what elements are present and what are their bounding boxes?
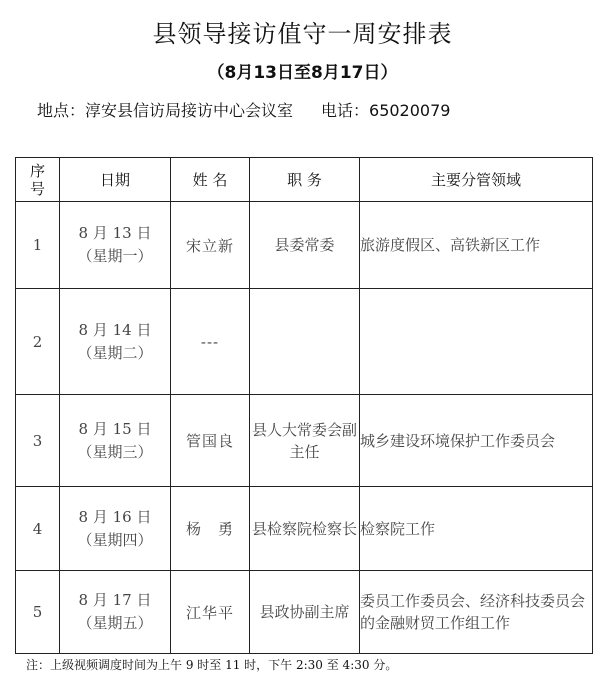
info-line — [37, 98, 450, 121]
table-header-row — [16, 158, 593, 202]
date-range-subtitle: （8月13日至8月17日） — [207, 63, 398, 83]
row-area: 委员工作委员会、经济科技委员会的金融财贸工作组工作 — [360, 571, 593, 654]
weekday-text: （星期五） — [77, 614, 153, 632]
location-text: 地点：淳安县信访局接访中心会议室 — [37, 101, 294, 120]
row-number: 3 — [16, 395, 60, 487]
row-number: 2 — [16, 289, 60, 395]
column-header-name: 姓 名 — [171, 158, 250, 202]
table-row — [16, 202, 593, 289]
table-row — [16, 571, 593, 654]
row-number: 4 — [16, 487, 60, 571]
row-date — [60, 395, 171, 487]
weekday-text: （星期四） — [77, 530, 153, 549]
date-text: 8 月 13 日 — [78, 224, 152, 242]
row-area: 城乡建设环境保护工作委员会 — [360, 395, 593, 487]
table-row — [16, 487, 593, 571]
row-name: 杨 勇 — [171, 487, 250, 571]
row-position: 县政协副主席 — [250, 571, 360, 654]
table-row — [16, 395, 593, 487]
row-name: 管国良 — [171, 395, 250, 487]
row-date — [60, 289, 171, 395]
date-text: 8 月 17 日 — [78, 591, 152, 609]
row-position: 县委常委 — [250, 202, 360, 289]
row-number: 1 — [16, 202, 60, 289]
date-text: 8 月 14 日 — [78, 320, 152, 339]
column-header-date: 日期 — [60, 158, 171, 202]
phone-text: 电话：65020079 — [321, 101, 451, 120]
row-name: --- — [171, 289, 250, 395]
row-area — [360, 289, 593, 395]
row-date — [60, 487, 171, 571]
row-position: 县检察院检察长 — [250, 487, 360, 571]
row-number: 5 — [16, 571, 60, 654]
row-name: 宋立新 — [171, 202, 250, 289]
page-title: 县领导接访值守一周安排表 — [152, 20, 453, 48]
row-area: 检察院工作 — [360, 487, 593, 571]
table-row — [16, 289, 593, 395]
row-date — [60, 571, 171, 654]
weekday-text: （星期二） — [77, 343, 153, 362]
schedule-table — [15, 157, 593, 654]
weekday-text: （星期一） — [77, 247, 153, 265]
row-area: 旅游度假区、高铁新区工作 — [360, 202, 593, 289]
footnote: 注：上级视频调度时间为上午 9 时至 11 时，下午 2:30 至 4:30 分。 — [26, 658, 398, 672]
row-position: 县人大常委会副主任 — [250, 395, 360, 487]
date-text: 8 月 15 日 — [78, 419, 152, 438]
row-date — [60, 202, 171, 289]
column-header-number: 序号 — [16, 158, 60, 202]
column-header-position: 职 务 — [250, 158, 360, 202]
date-text: 8 月 16 日 — [78, 507, 152, 526]
weekday-text: （星期三） — [77, 442, 153, 461]
row-name: 江华平 — [171, 571, 250, 654]
row-position — [250, 289, 360, 395]
column-header-area: 主要分管领域 — [360, 158, 593, 202]
